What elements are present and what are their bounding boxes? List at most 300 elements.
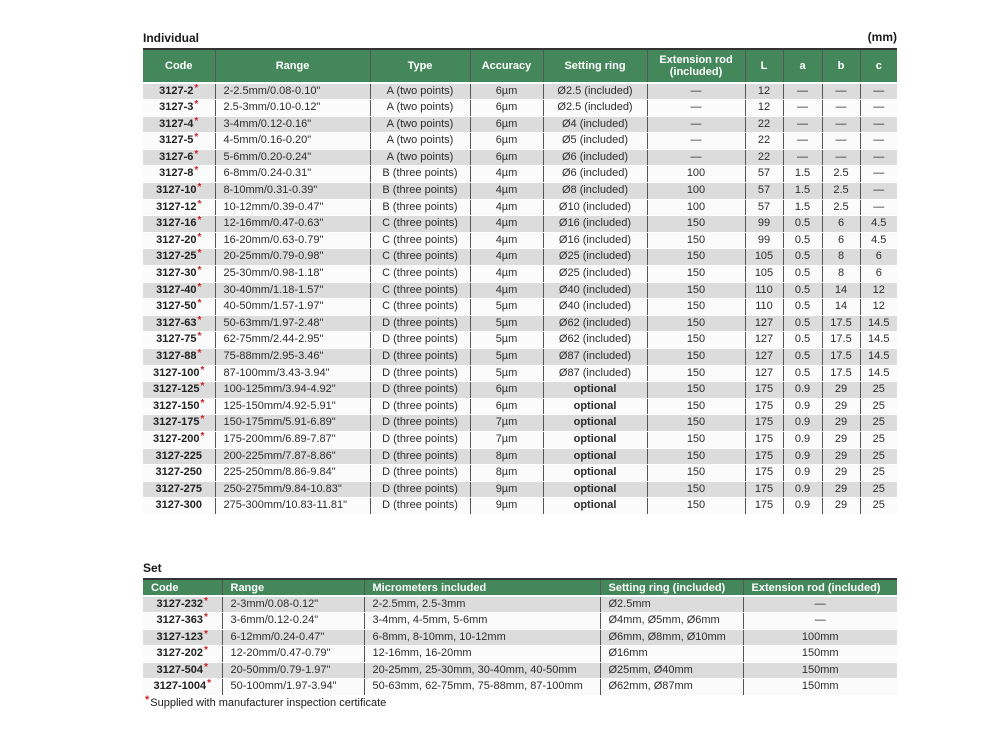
cell-code	[143, 299, 215, 316]
cell-extension_rod: 100mm	[743, 629, 897, 646]
cell-extension_rod: 150	[647, 481, 745, 498]
cell-L: 127	[745, 349, 783, 366]
cell-setting_ring: optional	[543, 382, 647, 399]
cell-a: 0.5	[783, 216, 822, 233]
cell-a: —	[783, 116, 822, 133]
cell-a: 0.9	[783, 481, 822, 498]
cell-type: C (three points)	[370, 299, 470, 316]
certificate-asterisk-icon: *	[197, 248, 202, 260]
table-row	[143, 431, 897, 448]
set-section-title: Set	[143, 561, 162, 575]
cell-L: 175	[745, 448, 783, 465]
cell-L: 175	[745, 382, 783, 399]
cell-code	[143, 679, 222, 696]
cell-code	[143, 398, 215, 415]
cell-code	[143, 481, 215, 498]
cell-c: 14.5	[860, 332, 897, 349]
cell-extension_rod: 150	[647, 216, 745, 233]
cell-type: C (three points)	[370, 249, 470, 266]
certificate-asterisk-icon: *	[197, 331, 202, 343]
product-code: 3127-300	[155, 499, 202, 512]
column-header: L	[745, 49, 783, 83]
cell-extension_rod: 150	[647, 465, 745, 482]
column-header: Setting ring	[543, 49, 647, 83]
certificate-asterisk-icon: *	[197, 314, 202, 326]
table-row	[143, 613, 897, 630]
cell-extension_rod: 150	[647, 365, 745, 382]
cell-type: A (two points)	[370, 149, 470, 166]
cell-setting_ring: Ø16mm	[600, 646, 743, 663]
cell-c: 6	[860, 249, 897, 266]
table-row	[143, 299, 897, 316]
cell-setting_ring: Ø2.5mm	[600, 596, 743, 613]
cell-b: —	[822, 116, 860, 133]
certificate-asterisk-icon: *	[197, 215, 202, 227]
cell-b: —	[822, 100, 860, 117]
cell-a: —	[783, 100, 822, 117]
product-code: 3127-225	[155, 449, 202, 462]
cell-setting_ring: Ø87 (included)	[543, 365, 647, 382]
cell-code	[143, 183, 215, 200]
column-header: Extension rod (included)	[743, 579, 897, 596]
cell-range: 10-12mm/0.39-0.47"	[215, 199, 370, 216]
cell-L: 105	[745, 249, 783, 266]
cell-c: —	[860, 183, 897, 200]
cell-b: 29	[822, 465, 860, 482]
cell-code	[143, 282, 215, 299]
cell-b: 29	[822, 481, 860, 498]
cell-a: 0.5	[783, 349, 822, 366]
cell-range: 3-6mm/0.12-0.24"	[222, 613, 364, 630]
cell-extension_rod: —	[647, 83, 745, 100]
cell-b: —	[822, 149, 860, 166]
cell-range: 62-75mm/2.44-2.95"	[215, 332, 370, 349]
product-code: 3127-16	[156, 217, 197, 230]
cell-type: B (three points)	[370, 199, 470, 216]
cell-setting_ring: optional	[543, 398, 647, 415]
cell-a: 0.5	[783, 315, 822, 332]
unit-label: (mm)	[867, 30, 897, 44]
cell-code	[143, 415, 215, 432]
cell-range: 50-100mm/1.97-3.94"	[222, 679, 364, 696]
certificate-asterisk-icon: *	[197, 348, 202, 360]
certificate-asterisk-icon: *	[200, 414, 205, 426]
cell-code	[143, 662, 222, 679]
cell-accuracy: 6µm	[470, 398, 543, 415]
cell-type: D (three points)	[370, 382, 470, 399]
cell-extension_rod: 150	[647, 431, 745, 448]
cell-range: 250-275mm/9.84-10.83"	[215, 481, 370, 498]
cell-c: —	[860, 100, 897, 117]
cell-a: —	[783, 133, 822, 150]
cell-range: 3-4mm/0.12-0.16"	[215, 116, 370, 133]
cell-extension_rod: —	[647, 149, 745, 166]
set-header-row	[143, 579, 897, 596]
cell-accuracy: 4µm	[470, 183, 543, 200]
cell-c: 12	[860, 282, 897, 299]
product-code: 3127-50	[156, 300, 197, 313]
cell-type: A (two points)	[370, 133, 470, 150]
cell-setting_ring: Ø6mm, Ø8mm, Ø10mm	[600, 629, 743, 646]
cell-a: 0.5	[783, 282, 822, 299]
cell-a: 0.9	[783, 498, 822, 515]
cell-setting_ring: Ø6 (included)	[543, 166, 647, 183]
cell-c: —	[860, 83, 897, 100]
column-header: c	[860, 49, 897, 83]
cell-L: 127	[745, 332, 783, 349]
product-code: 3127-125	[153, 383, 200, 396]
cell-setting_ring: Ø25mm, Ø40mm	[600, 662, 743, 679]
cell-setting_ring: Ø8 (included)	[543, 183, 647, 200]
cell-extension_rod: 150	[647, 498, 745, 515]
table-row	[143, 282, 897, 299]
cell-accuracy: 4µm	[470, 249, 543, 266]
cell-b: 29	[822, 415, 860, 432]
cell-accuracy: 7µm	[470, 415, 543, 432]
cell-extension_rod: 150	[647, 382, 745, 399]
cell-accuracy: 4µm	[470, 282, 543, 299]
cell-type: C (three points)	[370, 266, 470, 283]
cell-accuracy: 9µm	[470, 498, 543, 515]
cell-type: C (three points)	[370, 232, 470, 249]
product-code: 3127-3	[159, 101, 194, 114]
cell-b: 2.5	[822, 166, 860, 183]
certificate-asterisk-icon: *	[197, 231, 202, 243]
cell-code	[143, 465, 215, 482]
cell-a: 0.5	[783, 332, 822, 349]
product-code: 3127-232	[156, 597, 204, 610]
cell-c: 4.5	[860, 232, 897, 249]
cell-setting_ring: optional	[543, 415, 647, 432]
cell-c: —	[860, 133, 897, 150]
cell-type: D (three points)	[370, 465, 470, 482]
cell-L: 175	[745, 498, 783, 515]
cell-type: B (three points)	[370, 166, 470, 183]
cell-accuracy: 4µm	[470, 199, 543, 216]
cell-range: 2-2.5mm/0.08-0.10"	[215, 83, 370, 100]
cell-b: 2.5	[822, 183, 860, 200]
cell-b: 14	[822, 299, 860, 316]
cell-range: 125-150mm/4.92-5.91"	[215, 398, 370, 415]
certificate-asterisk-icon: *	[204, 612, 208, 624]
cell-type: D (three points)	[370, 315, 470, 332]
cell-range: 6-8mm/0.24-0.31"	[215, 166, 370, 183]
cell-setting_ring: Ø40 (included)	[543, 299, 647, 316]
cell-setting_ring: Ø10 (included)	[543, 199, 647, 216]
cell-type: D (three points)	[370, 332, 470, 349]
individual-table	[143, 48, 897, 515]
cell-accuracy: 9µm	[470, 481, 543, 498]
cell-b: 17.5	[822, 332, 860, 349]
cell-type: A (two points)	[370, 100, 470, 117]
cell-c: 25	[860, 448, 897, 465]
cell-micrometers: 6-8mm, 8-10mm, 10-12mm	[364, 629, 600, 646]
table-row	[143, 465, 897, 482]
cell-c: 25	[860, 431, 897, 448]
cell-extension_rod: 100	[647, 183, 745, 200]
certificate-asterisk-icon: *	[145, 694, 150, 706]
cell-type: C (three points)	[370, 282, 470, 299]
cell-range: 8-10mm/0.31-0.39"	[215, 183, 370, 200]
cell-extension_rod: 150	[647, 299, 745, 316]
cell-extension_rod: 150mm	[743, 646, 897, 663]
table-row	[143, 116, 897, 133]
cell-setting_ring: optional	[543, 431, 647, 448]
cell-code	[143, 498, 215, 515]
cell-b: 17.5	[822, 365, 860, 382]
cell-c: 25	[860, 481, 897, 498]
column-header: Range	[222, 579, 364, 596]
product-code: 3127-6	[159, 150, 194, 163]
cell-c: 25	[860, 415, 897, 432]
cell-code	[143, 100, 215, 117]
cell-setting_ring: Ø4mm, Ø5mm, Ø6mm	[600, 613, 743, 630]
cell-setting_ring: Ø2.5 (included)	[543, 100, 647, 117]
cell-c: —	[860, 199, 897, 216]
certificate-asterisk-icon: *	[194, 99, 199, 111]
certificate-asterisk-icon: *	[194, 165, 199, 177]
cell-accuracy: 6µm	[470, 382, 543, 399]
cell-range: 40-50mm/1.57-1.97"	[215, 299, 370, 316]
table-row	[143, 498, 897, 515]
product-code: 3127-5	[159, 134, 194, 147]
cell-range: 16-20mm/0.63-0.79"	[215, 232, 370, 249]
cell-setting_ring: optional	[543, 465, 647, 482]
cell-range: 20-25mm/0.79-0.98"	[215, 249, 370, 266]
cell-L: 175	[745, 398, 783, 415]
product-code: 3127-1004	[153, 680, 207, 693]
cell-range: 20-50mm/0.79-1.97"	[222, 662, 364, 679]
certificate-asterisk-icon: *	[204, 595, 208, 607]
cell-micrometers: 50-63mm, 62-75mm, 75-88mm, 87-100mm	[364, 679, 600, 696]
cell-accuracy: 4µm	[470, 266, 543, 283]
cell-extension_rod: 150	[647, 266, 745, 283]
cell-setting_ring: Ø62 (included)	[543, 315, 647, 332]
cell-b: 8	[822, 249, 860, 266]
cell-code	[143, 266, 215, 283]
cell-a: 0.9	[783, 465, 822, 482]
cell-extension_rod: 100	[647, 199, 745, 216]
cell-L: 57	[745, 183, 783, 200]
cell-range: 225-250mm/8.86-9.84"	[215, 465, 370, 482]
cell-code	[143, 596, 222, 613]
cell-range: 6-12mm/0.24-0.47"	[222, 629, 364, 646]
cell-accuracy: 5µm	[470, 299, 543, 316]
cell-a: 1.5	[783, 183, 822, 200]
product-code: 3127-20	[156, 233, 197, 246]
cell-code	[143, 249, 215, 266]
cell-extension_rod: 150	[647, 332, 745, 349]
certificate-asterisk-icon: *	[204, 661, 208, 673]
cell-micrometers: 20-25mm, 25-30mm, 30-40mm, 40-50mm	[364, 662, 600, 679]
table-row	[143, 315, 897, 332]
table-row	[143, 249, 897, 266]
cell-extension_rod: —	[647, 100, 745, 117]
cell-L: 22	[745, 116, 783, 133]
column-header: a	[783, 49, 822, 83]
certificate-asterisk-icon: *	[194, 132, 199, 144]
cell-setting_ring: Ø4 (included)	[543, 116, 647, 133]
cell-extension_rod: 150	[647, 448, 745, 465]
cell-c: 4.5	[860, 216, 897, 233]
cell-type: A (two points)	[370, 116, 470, 133]
column-header: Code	[143, 579, 222, 596]
cell-setting_ring: Ø6 (included)	[543, 149, 647, 166]
certificate-asterisk-icon: *	[200, 430, 205, 442]
certificate-asterisk-icon: *	[194, 148, 199, 160]
cell-setting_ring: optional	[543, 448, 647, 465]
set-table	[143, 578, 897, 696]
cell-a: —	[783, 149, 822, 166]
cell-extension_rod: 150	[647, 349, 745, 366]
cell-code	[143, 149, 215, 166]
product-code: 3127-4	[159, 117, 194, 130]
cell-extension_rod: —	[647, 133, 745, 150]
cell-c: 25	[860, 465, 897, 482]
cell-a: 0.9	[783, 448, 822, 465]
cell-accuracy: 4µm	[470, 216, 543, 233]
cell-accuracy: 5µm	[470, 365, 543, 382]
cell-setting_ring: Ø62mm, Ø87mm	[600, 679, 743, 696]
column-header: b	[822, 49, 860, 83]
cell-b: 14	[822, 282, 860, 299]
certificate-asterisk-icon: *	[197, 198, 202, 210]
cell-setting_ring: Ø62 (included)	[543, 332, 647, 349]
cell-L: 175	[745, 465, 783, 482]
cell-extension_rod: 150	[647, 398, 745, 415]
cell-accuracy: 8µm	[470, 465, 543, 482]
cell-b: —	[822, 83, 860, 100]
cell-a: —	[783, 83, 822, 100]
footnote	[144, 694, 387, 709]
cell-L: 57	[745, 199, 783, 216]
cell-code	[143, 116, 215, 133]
table-row	[143, 349, 897, 366]
cell-a: 0.5	[783, 266, 822, 283]
cell-c: 25	[860, 498, 897, 515]
cell-b: 17.5	[822, 349, 860, 366]
cell-a: 0.9	[783, 415, 822, 432]
table-row	[143, 166, 897, 183]
cell-L: 110	[745, 282, 783, 299]
certificate-asterisk-icon: *	[197, 298, 202, 310]
cell-range: 275-300mm/10.83-11.81"	[215, 498, 370, 515]
cell-a: 0.5	[783, 232, 822, 249]
cell-extension_rod: 150	[647, 249, 745, 266]
cell-range: 12-20mm/0.47-0.79"	[222, 646, 364, 663]
table-row	[143, 382, 897, 399]
cell-extension_rod: —	[743, 596, 897, 613]
cell-L: 99	[745, 232, 783, 249]
cell-L: 99	[745, 216, 783, 233]
table-row	[143, 646, 897, 663]
cell-range: 5-6mm/0.20-0.24"	[215, 149, 370, 166]
cell-L: 127	[745, 315, 783, 332]
cell-extension_rod: —	[743, 613, 897, 630]
product-code: 3127-123	[156, 630, 204, 643]
certificate-asterisk-icon: *	[200, 364, 205, 376]
cell-code	[143, 365, 215, 382]
cell-a: 0.5	[783, 365, 822, 382]
cell-range: 2.5-3mm/0.10-0.12"	[215, 100, 370, 117]
product-code: 3127-30	[156, 267, 197, 280]
certificate-asterisk-icon: *	[194, 82, 199, 94]
cell-c: 25	[860, 398, 897, 415]
product-code: 3127-504	[156, 663, 204, 676]
cell-accuracy: 6µm	[470, 100, 543, 117]
cell-setting_ring: Ø2.5 (included)	[543, 83, 647, 100]
cell-a: 0.5	[783, 249, 822, 266]
cell-L: 175	[745, 431, 783, 448]
cell-a: 0.5	[783, 299, 822, 316]
cell-b: 29	[822, 382, 860, 399]
column-header: Range	[215, 49, 370, 83]
cell-type: A (two points)	[370, 83, 470, 100]
product-code: 3127-75	[156, 333, 197, 346]
cell-code	[143, 199, 215, 216]
cell-accuracy: 6µm	[470, 116, 543, 133]
cell-range: 175-200mm/6.89-7.87"	[215, 431, 370, 448]
cell-b: 6	[822, 216, 860, 233]
column-header: Extension rod (included)	[647, 49, 745, 83]
cell-b: 29	[822, 498, 860, 515]
table-row	[143, 149, 897, 166]
cell-code	[143, 629, 222, 646]
cell-L: 175	[745, 481, 783, 498]
certificate-asterisk-icon: *	[207, 678, 211, 690]
cell-c: 12	[860, 299, 897, 316]
cell-b: 29	[822, 398, 860, 415]
cell-range: 12-16mm/0.47-0.63"	[215, 216, 370, 233]
cell-L: 127	[745, 365, 783, 382]
cell-code	[143, 349, 215, 366]
cell-accuracy: 8µm	[470, 448, 543, 465]
cell-L: 57	[745, 166, 783, 183]
column-header: Accuracy	[470, 49, 543, 83]
product-code: 3127-250	[155, 466, 202, 479]
cell-code	[143, 448, 215, 465]
cell-b: 29	[822, 448, 860, 465]
cell-type: D (three points)	[370, 431, 470, 448]
cell-code	[143, 133, 215, 150]
cell-a: 0.9	[783, 431, 822, 448]
certificate-asterisk-icon: *	[197, 281, 202, 293]
cell-accuracy: 6µm	[470, 133, 543, 150]
product-code: 3127-2	[159, 84, 194, 97]
column-header: Code	[143, 49, 215, 83]
cell-range: 4-5mm/0.16-0.20"	[215, 133, 370, 150]
cell-code	[143, 166, 215, 183]
cell-b: 17.5	[822, 315, 860, 332]
cell-c: 6	[860, 266, 897, 283]
product-code: 3127-275	[155, 482, 202, 495]
table-row	[143, 332, 897, 349]
column-header: Type	[370, 49, 470, 83]
cell-L: 22	[745, 133, 783, 150]
cell-accuracy: 4µm	[470, 166, 543, 183]
cell-range: 200-225mm/7.87-8.86"	[215, 448, 370, 465]
cell-L: 175	[745, 415, 783, 432]
product-code: 3127-202	[156, 647, 204, 660]
cell-extension_rod: —	[647, 116, 745, 133]
product-code: 3127-63	[156, 316, 197, 329]
table-row	[143, 679, 897, 696]
cell-code	[143, 382, 215, 399]
cell-extension_rod: 150	[647, 415, 745, 432]
table-row	[143, 183, 897, 200]
cell-setting_ring: optional	[543, 498, 647, 515]
product-code: 3127-10	[156, 184, 197, 197]
